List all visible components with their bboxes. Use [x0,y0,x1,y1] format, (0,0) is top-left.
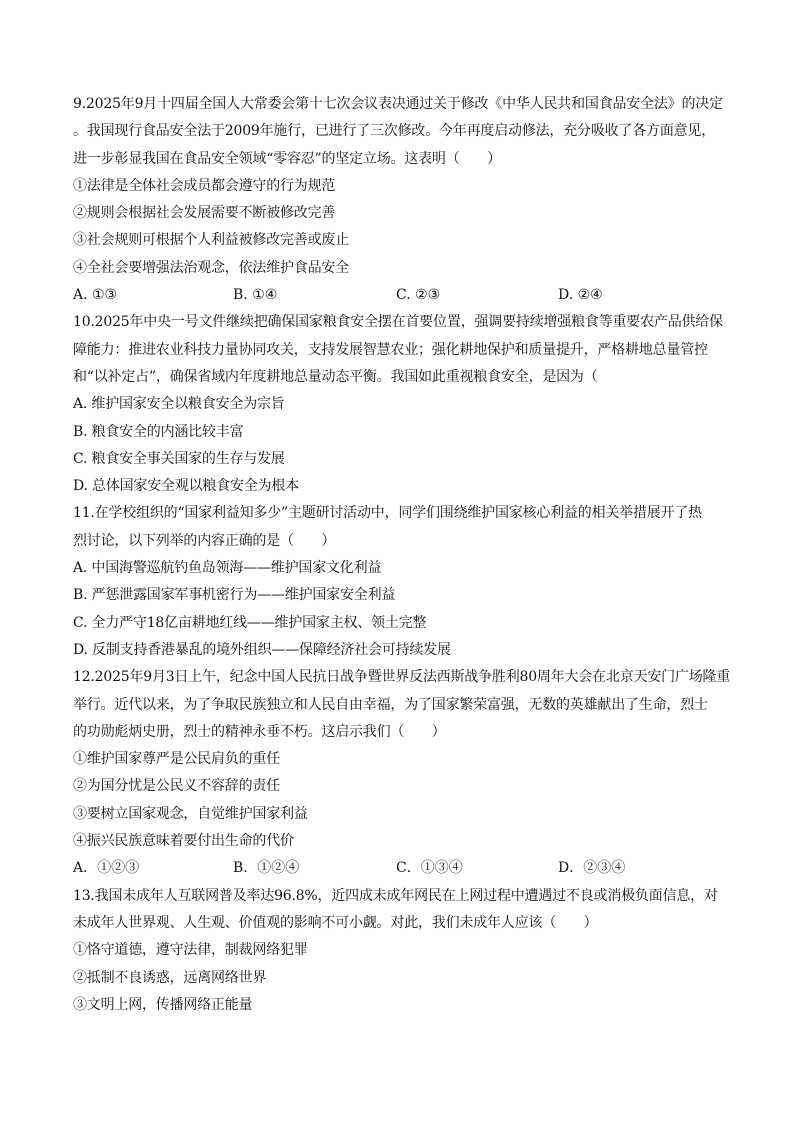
option-b: B. 粮食安全的内涵比较丰富 [73,423,244,440]
question-stem-line: 和“以补定占”，确保省域内年度耕地总量动态平衡。我国如此重视粮食安全，是因为（ [73,368,598,385]
option-a: A．①②③ [73,860,140,877]
statement: ②规则会根据社会发展需要不断被修改完善 [73,205,336,222]
question-stem-line: 。我国现行食品安全法于2009年施行，已进行了三次修改。今年再度启动修法，充分吸收了各方面意见， [73,123,716,140]
question-stem-line: 12.2025年9月3日上午，纪念中国人民抗日战争暨世界反法西斯战争胜利80周年大会在北京天安门广场隆重 [73,669,731,686]
option-d: D．②③④ [558,860,626,877]
statement: ③文明上网，传播网络正能量 [73,996,253,1013]
question-list [73,91,733,1019]
option-b: B. ①④ [233,287,278,304]
option-b: B. 严惩泄露国家军事机密行为——维护国家安全利益 [73,587,396,604]
option-d: D. 总体国家安全观以粮食安全为根本 [73,478,300,495]
statement: ①法律是全体社会成员都会遵守的行为规范 [73,177,336,194]
statement: ④全社会要增强法治观念，依法维护食品安全 [73,259,349,276]
option-d: D. ②④ [558,287,603,304]
option-b: B．①②④ [233,860,300,877]
option-c: C．①③④ [396,860,463,877]
question-stem-line: 10.2025年中央一号文件继续把确保国家粮食安全摆在首要位置，强调要持续增强粮食等重要农产品供给保 [73,314,723,331]
statement: ②为国分忧是公民义不容辞的责任 [73,778,280,795]
statement: ①恪守道德，遵守法律，制裁网络犯罪 [73,942,308,959]
question-stem-line: 烈讨论，以下列举的内容正确的是（ ） [73,532,336,549]
question-11 [73,500,733,664]
question-stem-line: 障能力：推进农业科技力量协同攻关，支持发展智慧农业；强化耕地保护和质量提升，严格耕地总量管控 [73,341,708,358]
answer-options [73,855,733,882]
statement: ③要树立国家观念，自觉维护国家利益 [73,805,308,822]
question-stem-line: 举行。近代以来，为了争取民族独立和人民自由幸福，为了国家繁荣富强，无数的英雄献出了生命，烈士 [73,696,708,713]
option-c: C. ②③ [396,287,441,304]
question-stem-line: 9.2025年9月十四届全国人大常委会第十七次会议表决通过关于修改《中华人民共和国食品安全法》的决定 [73,96,723,112]
question-10 [73,309,733,500]
statement: ④振兴民族意味着要付出生命的代价 [73,833,294,850]
statement: ①维护国家尊严是公民肩负的重任 [73,751,280,768]
question-9 [73,91,733,309]
question-stem-line: 13.我国未成年人互联网普及率达96.8%，近四成未成年网民在上网过程中遭遇过不良或消极负面信息，对 [73,887,718,904]
option-a: A. 维护国家安全以粮食安全为宗旨 [73,396,285,413]
statement: ②抵制不良诱惑，远离网络世界 [73,969,267,986]
statement: ③社会规则可根据个人利益被修改完善或废止 [73,232,349,249]
option-a: A. 中国海警巡航钓鱼岛领海——维护国家文化利益 [73,560,382,577]
option-c: C. 粮食安全事关国家的生存与发展 [73,450,285,467]
question-stem-line: 的功勋彪炳史册，烈士的精神永垂不朽。这启示我们（ ） [73,723,446,740]
question-stem-line: 进一步彰显我国在食品安全领域“零容忍”的坚定立场。这表明（ ） [73,150,501,167]
answer-options [73,282,733,309]
option-c: C. 全力严守18亿亩耕地红线——维护国家主权、领土完整 [73,614,427,631]
question-stem-line: 未成年人世界观、人生观、价值观的影响不可小觑。对此，我们未成年人应该（ ） [73,914,598,931]
option-d: D. 反制支持香港暴乱的境外组织——保障经济社会可持续发展 [73,641,451,658]
option-a: A. ①③ [73,287,118,304]
question-12 [73,664,733,882]
question-stem-line: 11.在学校组织的“国家利益知多少”主题研讨活动中，同学们围绕维护国家核心利益的相关举措展开了热 [73,505,702,522]
question-13 [73,883,733,1019]
